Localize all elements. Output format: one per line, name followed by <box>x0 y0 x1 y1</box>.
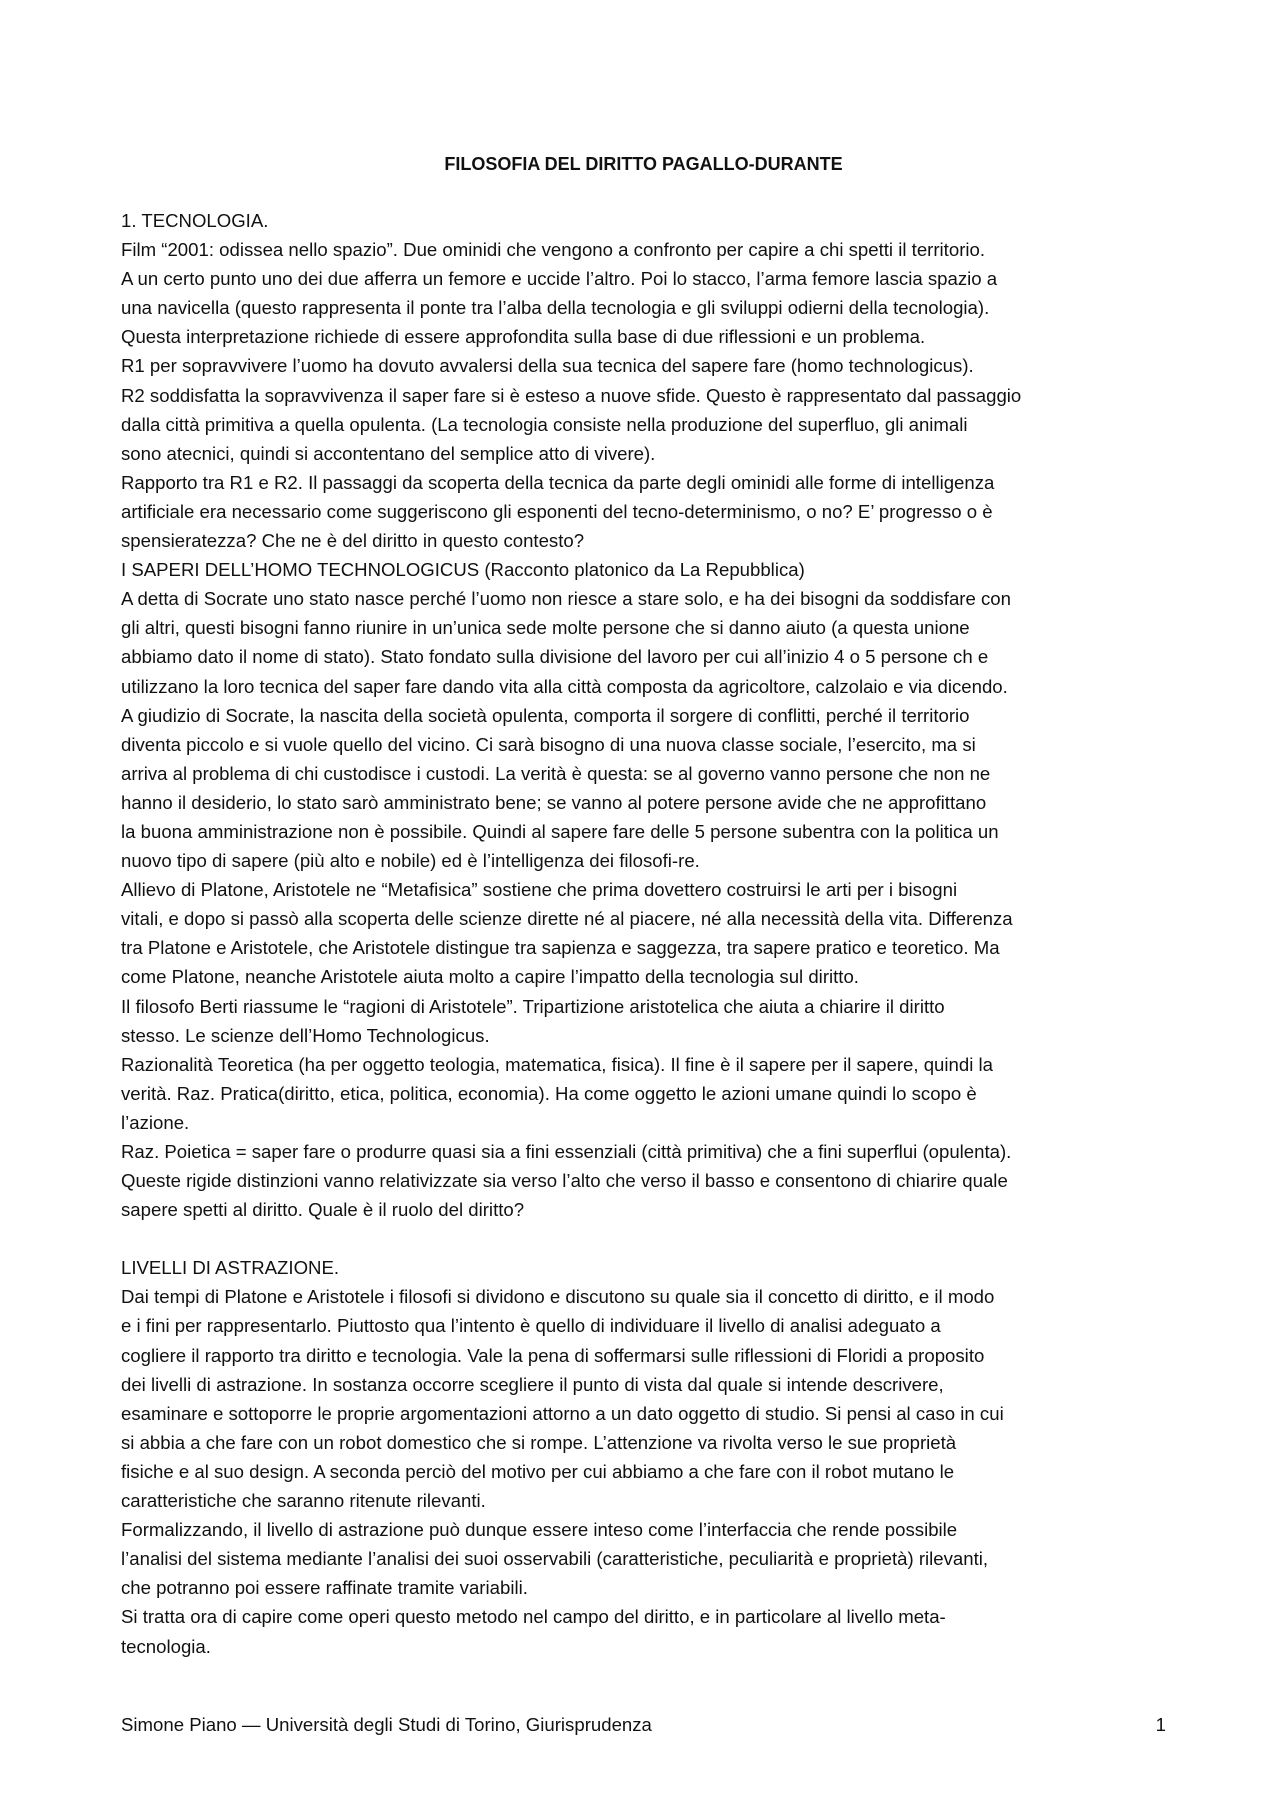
section-heading-livelli-di-astrazione: LIVELLI DI ASTRAZIONE. <box>121 1257 340 1279</box>
paragraph-gap <box>121 1224 1166 1253</box>
document-page <box>121 150 1166 1661</box>
footer-author: Simone Piano — Università degli Studi di Torino, Giurisprudenza <box>121 1714 652 1735</box>
section-heading-tecnologia: 1. TECNOLOGIA. <box>121 210 269 231</box>
footer-page-number: 1 <box>1155 1714 1166 1735</box>
section-body-tecnologia: Film “2001: odissea nello spazio”. Due ominidi che vengono a confronto per capire a chi spetti il territorio. A un certo punto uno dei due afferra un femore e uccide l’altro. Poi lo stacco, l’arma femore lascia spazio a una navicella (questo rappresenta il ponte tra l’alba della tecnologia e gli sviluppi odierni della tecnologia). Questa interpretazione richiede di essere approfondita sulla base di due riflessioni e un problema. R1 per sopravvivere l’uomo ha dovuto avvalersi della sua tecnica del sapere fare (homo technologicus). R2 soddisfatta la sopravvivenza il saper fare si è esteso a nuove sfide. Questo è rappresentato dal passaggio dalla città primitiva a quella opulenta. (La tecnologia consiste nella produzione del superfluo, gli animali sono atecnici, quindi si accontentano del semplice atto di vivere). Rapporto tra R1 e R2. Il passaggi da scoperta della tecnica da parte degli ominidi alle forme di intelligenza artificiale era necessario come suggeriscono gli esponenti del tecno-determinismo, o no? E’ progresso o è spensieratezza? Che ne è del diritto in questo contesto? I SAPERI DELL’HOMO TECHNOLOGICUS (Racconto platonico da La Repubblica) A detta di Socrate uno stato nasce perché l’uomo non riesce a stare solo, e ha dei bisogni da soddisfare con gli altri, questi bisogni fanno riunire in un’unica sede molte persone che si danno aiuto (a questa unione abbiamo dato il nome di stato). Stato fondato sulla divisione del lavoro per cui all’inizio 4 o 5 persone ch e utilizzano la loro tecnica del saper fare dando vita alla città composta da agricoltore, calzolaio e via dicendo. A giudizio di Socrate, la nascita della società opulenta, comporta il sorgere di conflitti, perché il territorio diventa piccolo e si vuole quello del vicino. Ci sarà bisogno di una nuova classe sociale, l’esercito, ma si arriva al problema di chi custodisce i custodi. La verità è questa: se al governo vanno persone che non ne hanno il desiderio, lo stato sarò amministrato bene; se vanno al potere persone avide che ne approfittano la buona amministrazione non è possibile. Quindi al sapere fare delle 5 persone subentra con la politica un nuovo tipo di sapere (più alto e nobile) ed è l’intelligenza dei filosofi-re. Allievo di Platone, Aristotele ne “Metafisica” sostiene che prima dovettero costruirsi le arti per i bisogni vitali, e dopo si passò alla scoperta delle scienze dirette né al piacere, né alla necessità della vita. Differenza tra Platone e Aristotele, che Aristotele distingue tra sapienza e saggezza, tra sapere pratico e teoretico. Ma come Platone, neanche Aristotele aiuta molto a capire l’impatto della tecnologia sul diritto. Il filosofo Berti riassume le “ragioni di Aristotele”. Tripartizione aristotelica che aiuta a chiarire il diritto stesso. Le scienze dell’Homo Technologicus. Razionalità Teoretica (ha per oggetto teologia, matematica, fisica). Il fine è il sapere per il sapere, quindi la verità. Raz. Pratica(diritto, etica, politica, economia). Ha come oggetto le azioni umane quindi lo scopo è l’azione. Raz. Poietica = saper fare o produrre quasi sia a fini essenziali (città primitiva) che a fini superflui (opulenta). Queste rigide distinzioni vanno relativizzate sia verso l’alto che verso il basso e consentono di chiarire quale sapere spetti al diritto. Quale è il ruolo del diritto? <box>121 239 1022 1221</box>
document-title: FILOSOFIA DEL DIRITTO PAGALLO-DURANTE <box>444 154 843 174</box>
section-body-livelli-di-astrazione: Dai tempi di Platone e Aristotele i filosofi si dividono e discutono su quale sia il concetto di diritto, e il modo e i fini per rappresentarlo. Piuttosto qua l’intento è quello di individuare il livello di analisi adeguato a cogliere il rapporto tra diritto e tecnologia. Vale la pena di soffermarsi sulle riflessioni di Floridi a proposito dei livelli di astrazione. In sostanza occorre scegliere il punto di vista dal quale si intende descrivere, esaminare e sottoporre le proprie argomentazioni attorno a un dato oggetto di studio. Si pensi al caso in cui si abbia a che fare con un robot domestico che si rompe. L’attenzione va rivolta verso le sue proprietà fisiche e al suo design. A seconda perciò del motivo per cui abbiamo a che fare con il robot mutano le caratteristiche che saranno ritenute rilevanti. Formalizzando, il livello di astrazione può dunque essere inteso come l’interfaccia che rende possibile l’analisi del sistema mediante l’analisi dei suoi osservabili (caratteristiche, peculiarità e proprietà) rilevanti, che potranno poi essere raffinate tramite variabili. Si tratta ora di capire come operi questo metodo nel campo del diritto, e in particolare al livello meta- tecnologia. <box>121 1286 1004 1657</box>
page-footer <box>121 1712 1166 1738</box>
